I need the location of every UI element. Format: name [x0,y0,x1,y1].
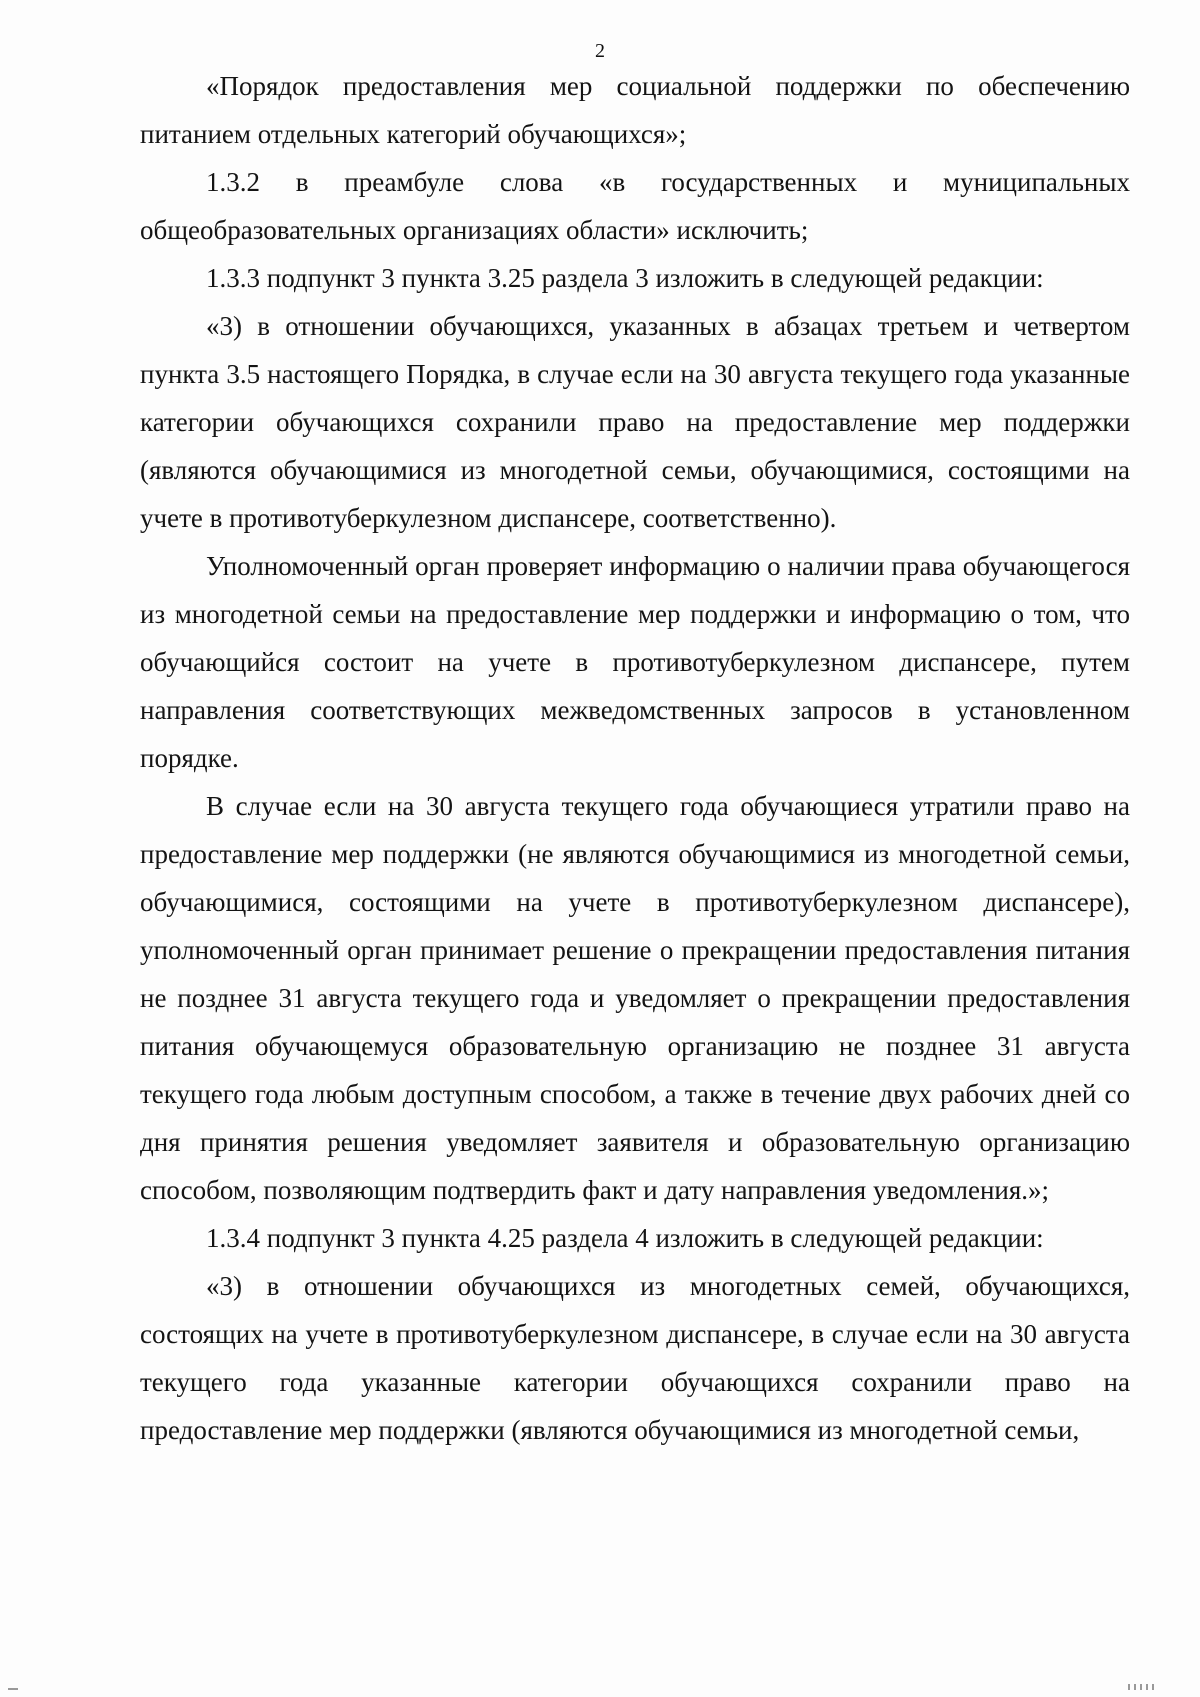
paragraph-1-3-4: 1.3.4 подпункт 3 пункта 4.25 раздела 4 изложить в следующей редакции: [206,1223,1044,1253]
paragraph-loss-of-right: В случае если на 30 августа текущего года обучающиеся утратили право на предоставление мер поддержки (не являются обучающимися из многодетной семьи, обучающимися, состоящими на учете в противотуберкулезном диспансере), уполномоченный орган принимает решение о прекращении предоставления питания не позднее 31 августа текущего года и уведомляет о прекращении предоставления питания обучающемуся образовательную организацию не позднее 31 августа текущего года любым доступным способом, а также в течение двух рабочих дней со дня принятия решения уведомляет заявителя и образовательную организацию способом, позволяющим подтвердить факт и дату направления уведомления.»; [140,791,1130,1205]
paragraph-order-title: «Порядок предоставления мер социальной поддержки по обеспечению питанием отдельных категорий обучающихся»; [140,71,1130,149]
paragraph-1-3-2: 1.3.2 в преамбуле слова «в государственных и муниципальных общеобразовательных организациях области» исключить; [140,167,1130,245]
scan-artifact-left [8,1688,18,1690]
paragraph-subitem-3-families: «3) в отношении обучающихся из многодетных семей, обучающихся, состоящих на учете в противотуберкулезном диспансере, в случае если на 30 августа текущего года указанные категории обучающихся сохранили право на предоставление мер поддержки (являются обучающимися из многодетной семьи, [140,1271,1130,1445]
scan-artifact-right [1128,1684,1158,1690]
paragraph-authorized-body-check: Уполномоченный орган проверяет информацию о наличии права обучающегося из многодетной семьи на предоставление мер поддержки и информацию о том, что обучающийся состоит на учете в противотуберкулезном диспансере, путем направления соответствующих межведомственных запросов в установленном порядке. [140,551,1130,773]
document-body [140,62,1130,1454]
paragraph-subitem-3-quote: «3) в отношении обучающихся, указанных в абзацах третьем и четвертом пункта 3.5 настоящего Порядка, в случае если на 30 августа текущего года указанные категории обучающихся сохранили право на предоставление мер поддержки (являются обучающимися из многодетной семьи, обучающимися, состоящими на учете в противотуберкулезном диспансере, соответственно). [140,311,1130,533]
page-number: 2 [595,40,605,62]
paragraph-1-3-3: 1.3.3 подпункт 3 пункта 3.25 раздела 3 изложить в следующей редакции: [206,263,1044,293]
